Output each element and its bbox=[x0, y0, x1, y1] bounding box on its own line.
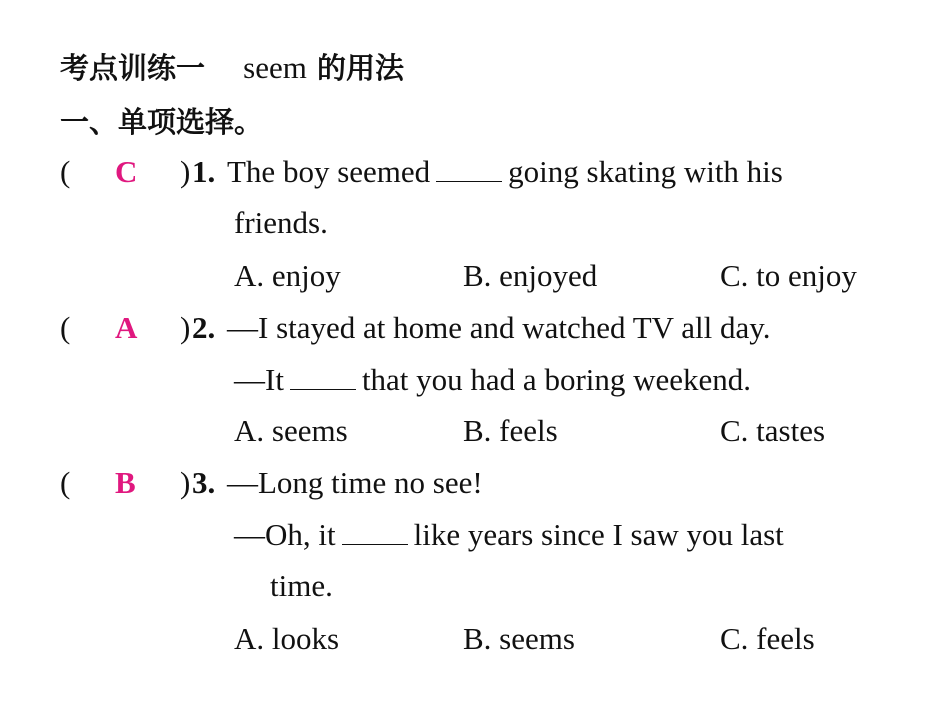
option-a: A. enjoy bbox=[234, 258, 341, 293]
open-paren: ( bbox=[60, 465, 71, 500]
close-paren: ) bbox=[180, 310, 191, 345]
question-text: —Oh, it bbox=[234, 517, 336, 552]
section-title-suffix: 的用法 bbox=[316, 51, 404, 85]
question-text: —It bbox=[234, 362, 284, 397]
question-text: friends. bbox=[234, 205, 328, 240]
open-paren: ( bbox=[60, 310, 71, 345]
answer-blank bbox=[436, 155, 502, 182]
option-b: B. feels bbox=[463, 413, 558, 448]
answer-2: A bbox=[115, 310, 138, 345]
section-title-word: seem bbox=[243, 50, 307, 85]
question-text: that you had a boring weekend. bbox=[361, 362, 752, 397]
question-number: 3. bbox=[192, 465, 216, 500]
question-2-line-2 bbox=[234, 360, 751, 400]
close-paren: ) bbox=[180, 465, 191, 500]
close-paren: ) bbox=[180, 154, 191, 189]
section-title bbox=[60, 48, 404, 88]
answer-1: C bbox=[115, 154, 138, 189]
question-number: 2. bbox=[192, 310, 216, 345]
question-text: like years since I saw you last bbox=[413, 517, 784, 552]
option-c: C. tastes bbox=[720, 413, 826, 448]
section-title-prefix: 考点训练一 bbox=[60, 51, 206, 85]
question-text: —I stayed at home and watched TV all day. bbox=[227, 310, 771, 345]
option-a: A. looks bbox=[234, 621, 340, 656]
option-b: B. seems bbox=[463, 621, 575, 656]
part-title: 一、单项选择。 bbox=[60, 105, 264, 139]
answer-3: B bbox=[115, 465, 136, 500]
question-text: going skating with his bbox=[508, 154, 783, 189]
option-c: C. to enjoy bbox=[720, 258, 857, 293]
option-b: B. enjoyed bbox=[463, 258, 598, 293]
question-text: time. bbox=[270, 568, 333, 603]
answer-blank bbox=[290, 363, 356, 390]
option-c: C. feels bbox=[720, 621, 815, 656]
answer-blank bbox=[342, 518, 408, 545]
question-text: —Long time no see! bbox=[227, 465, 483, 500]
question-text: The boy seemed bbox=[227, 154, 431, 189]
open-paren: ( bbox=[60, 154, 71, 189]
question-number: 1. bbox=[192, 154, 216, 189]
question-3-line-2 bbox=[234, 515, 784, 555]
option-a: A. seems bbox=[234, 413, 348, 448]
